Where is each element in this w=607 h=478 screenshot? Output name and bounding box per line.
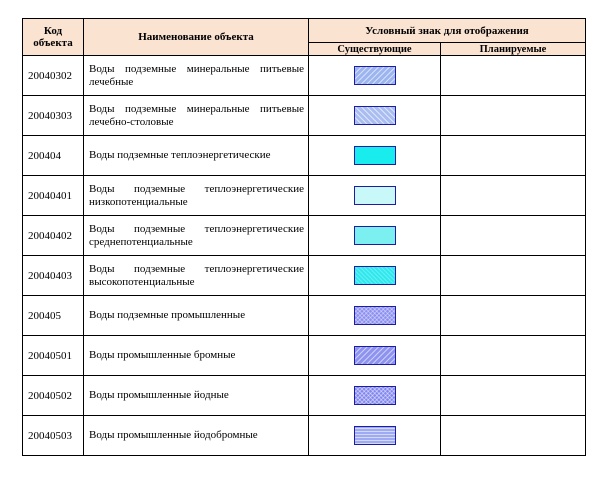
planned-symbol-cell xyxy=(441,136,586,176)
existing-symbol-cell xyxy=(309,56,441,96)
object-code: 20040501 xyxy=(23,336,84,376)
object-name: Воды подземные теплоэнергетические высокопотенциальные xyxy=(84,256,309,296)
header-planned: Планируемые xyxy=(441,43,586,56)
planned-symbol-cell xyxy=(441,376,586,416)
object-code: 20040502 xyxy=(23,376,84,416)
legend-table xyxy=(22,18,586,456)
table-row xyxy=(23,256,586,296)
existing-symbol-cell xyxy=(309,296,441,336)
map-symbol-swatch xyxy=(354,386,396,405)
existing-symbol-cell xyxy=(309,216,441,256)
object-name: Воды подземные теплоэнергетические низкопотенциальные xyxy=(84,176,309,216)
map-symbol-swatch xyxy=(354,346,396,365)
planned-symbol-cell xyxy=(441,296,586,336)
table-row xyxy=(23,416,586,456)
existing-symbol-cell xyxy=(309,336,441,376)
header-existing: Существующие xyxy=(309,43,441,56)
planned-symbol-cell xyxy=(441,336,586,376)
existing-symbol-cell xyxy=(309,376,441,416)
object-name: Воды промышленные бромные xyxy=(84,336,309,376)
planned-symbol-cell xyxy=(441,56,586,96)
planned-symbol-cell xyxy=(441,96,586,136)
map-symbol-swatch xyxy=(354,146,396,165)
table-row xyxy=(23,296,586,336)
map-symbol-swatch xyxy=(354,426,396,445)
table-row xyxy=(23,176,586,216)
map-symbol-swatch xyxy=(354,186,396,205)
object-code: 20040503 xyxy=(23,416,84,456)
header-code: Код объекта xyxy=(23,19,84,56)
object-code: 20040403 xyxy=(23,256,84,296)
table-row xyxy=(23,336,586,376)
map-symbol-swatch xyxy=(354,266,396,285)
planned-symbol-cell xyxy=(441,176,586,216)
existing-symbol-cell xyxy=(309,96,441,136)
object-name: Воды промышленные йодные xyxy=(84,376,309,416)
existing-symbol-cell xyxy=(309,416,441,456)
table-row xyxy=(23,56,586,96)
object-code: 200404 xyxy=(23,136,84,176)
planned-symbol-cell xyxy=(441,416,586,456)
existing-symbol-cell xyxy=(309,256,441,296)
map-symbol-swatch xyxy=(354,66,396,85)
object-code: 20040302 xyxy=(23,56,84,96)
map-symbol-swatch xyxy=(354,226,396,245)
object-name: Воды подземные теплоэнергетические xyxy=(84,136,309,176)
existing-symbol-cell xyxy=(309,176,441,216)
map-symbol-swatch xyxy=(354,306,396,325)
object-name: Воды промышленные йодобромные xyxy=(84,416,309,456)
table-row xyxy=(23,96,586,136)
planned-symbol-cell xyxy=(441,256,586,296)
table-row xyxy=(23,216,586,256)
table-row xyxy=(23,136,586,176)
planned-symbol-cell xyxy=(441,216,586,256)
map-symbol-swatch xyxy=(354,106,396,125)
object-code: 20040402 xyxy=(23,216,84,256)
object-name: Воды подземные теплоэнергетические среднепотенциальные xyxy=(84,216,309,256)
header-symbol-group: Условный знак для отображения xyxy=(309,19,586,43)
object-name: Воды подземные промышленные xyxy=(84,296,309,336)
header-name: Наименование объекта xyxy=(84,19,309,56)
object-code: 20040401 xyxy=(23,176,84,216)
object-code: 20040303 xyxy=(23,96,84,136)
table-row xyxy=(23,376,586,416)
object-name: Воды подземные минеральные питьевые лечебные xyxy=(84,56,309,96)
object-name: Воды подземные минеральные питьевые лечебно-столовые xyxy=(84,96,309,136)
existing-symbol-cell xyxy=(309,136,441,176)
object-code: 200405 xyxy=(23,296,84,336)
